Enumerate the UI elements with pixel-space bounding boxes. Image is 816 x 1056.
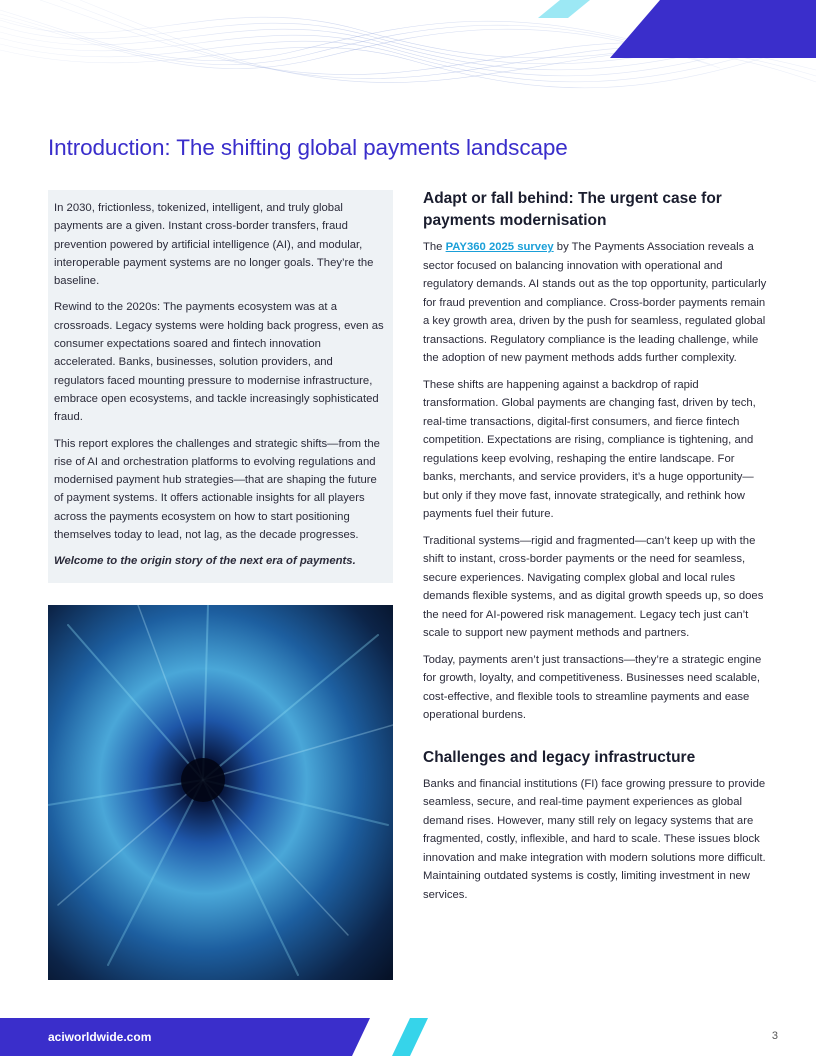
main-column (423, 188, 768, 912)
section1-paragraph-1 (423, 238, 768, 368)
pay360-survey-link[interactable]: PAY360 2025 survey (445, 241, 554, 253)
page-number: 3 (771, 1030, 778, 1042)
footer-url-link[interactable]: aciworldwide.com (48, 1030, 152, 1044)
section-heading-challenges: Challenges and legacy infrastructure (423, 748, 696, 766)
section-heading-modernisation: Adapt or fall behind: The urgent case for payments modernisation (423, 190, 722, 229)
section1-paragraph-2: These shifts are happening against a backdrop of rapid transformation. Global payments are changing fast, driven by tech, real-time transactions, digital-first consumers, and fierce fintech competition. Expectations are rising, compliance is tightening, and regulations keep evolving, reshaping the entire landscape. For banks, merchants, and service providers, it’s a huge opportunity—but only if they move fast, innovate strategically, and rethink how payments fuel their future. (423, 378, 756, 520)
intro-paragraph-1: In 2030, frictionless, tokenized, intelligent, and truly global payments are a given. Instant cross-border transfers, fraud prevention powered by artificial intelligence (AI), and modular, interoperable payment systems are no longer goals. They’re the baseline. (54, 202, 374, 288)
header-wave-graphic (0, 0, 816, 110)
blue-particle-burst-image (48, 605, 393, 980)
footer-accent-stripe (392, 1018, 428, 1056)
intro-paragraph-3: This report explores the challenges and strategic shifts—from the rise of AI and orchestration platforms to evolving regulations and modernised payment hub strategies—that are shaping the future of payment systems. It offers actionable insights for all players across the payments ecosystem on how to start positioning themselves today to lead, not lag, as the decade progresses. (54, 437, 380, 542)
section2-paragraph-1: Banks and financial institutions (FI) face growing pressure to provide seamless, secure, and real-time payment experiences as global demand rises. However, many still rely on legacy systems that are fragmented, costly, inflexible, and hard to scale. These issues block innovation and make integration with modern solutions more difficult. Maintaining outdated systems is costly, limiting investment in new services. (423, 777, 766, 901)
page-title: Introduction: The shifting global payments landscape (48, 135, 568, 160)
page-footer (0, 1018, 816, 1056)
section1-paragraph-4: Today, payments aren’t just transactions—they’re a strategic engine for growth, loyalty, and competitiveness. Businesses need scalable, cost-effective, and flexible tools to streamline payments and ease operational burdens. (423, 653, 762, 721)
section1-p1-prefix: The (423, 241, 446, 253)
intro-paragraph-2: Rewind to the 2020s: The payments ecosystem was at a crossroads. Legacy systems were holding back progress, even as consumer expectations soared and fintech innovation accelerated. Banks, businesses, solution providers, and regulators faced mounting pressure to modernise infrastructure, embrace open ecosystems, and tackle increasingly sophisticated fraud. (54, 301, 384, 424)
section1-p1-suffix: by The Payments Association reveals a sector focused on balancing innovation with operational and regulatory demands. AI stands out as the top opportunity, particularly for fraud prevention and compliance. Cross-border payments remain a key growth area, driven by the push for seamless, regulated global transactions. Regulatory compliance is the leading challenge, while the adoption of new payment methods adds further complexity. (423, 241, 767, 364)
section1-paragraph-3: Traditional systems—rigid and fragmented—can’t keep up with the shift to instant, cross-border payments or the need for seamless, secure experiences. Navigating complex global and local rules demands flexible systems, and as digital growth speeds up, so does the need for AI-powered risk management. Legacy tech just can’t scale to support new payment methods and partners. (423, 534, 764, 639)
intro-column (48, 190, 393, 583)
intro-box (48, 190, 393, 583)
intro-welcome: Welcome to the origin story of the next era of payments. (54, 555, 356, 568)
